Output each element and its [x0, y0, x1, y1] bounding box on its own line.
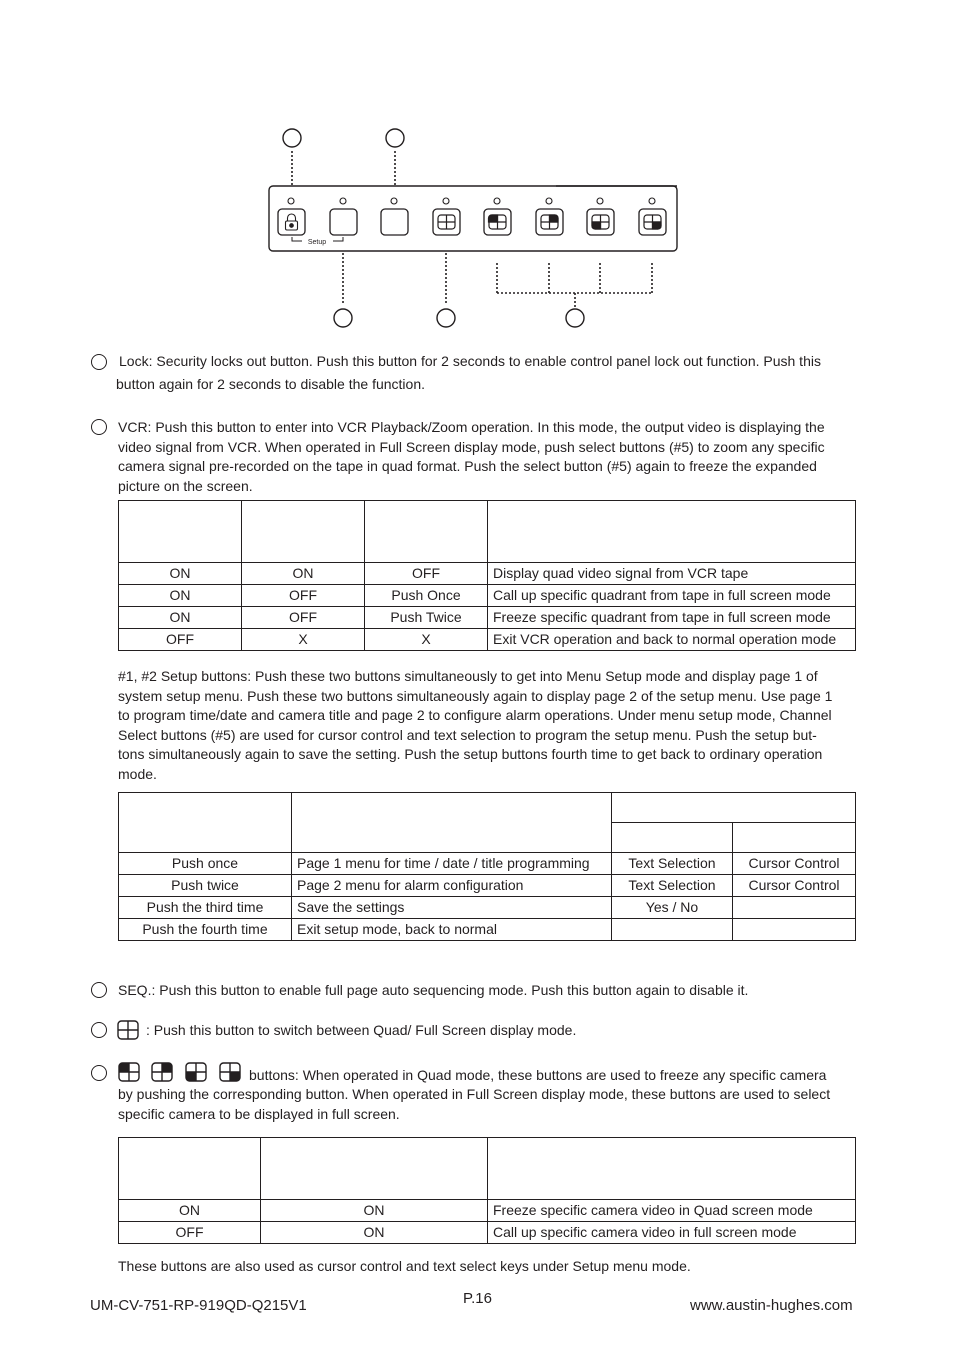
setup-line: to program time/date and camera title and page 2 to configure alarm operations. Under menu setup mode, Channel [118, 707, 832, 723]
table-row [119, 875, 856, 897]
quad-cam2-icon [151, 1062, 173, 1082]
setup-line: mode. [118, 765, 157, 782]
setup-line: tons simultaneously again to save the setting. Push the setup buttons fourth time to get back to ordinary operation [118, 746, 823, 762]
table-cell: Freeze specific camera video in Quad screen mode [488, 1200, 856, 1222]
setup-line: #1, #2 Setup buttons: Push these two buttons simultaneously to get into Menu Setup mode and display page 1 of [118, 668, 818, 684]
quad-cam3-icon [185, 1062, 207, 1082]
table-cell: OFF [365, 563, 488, 585]
table-cell: Exit VCR operation and back to normal operation mode [488, 629, 856, 651]
vcr-description [118, 418, 825, 496]
quad-description: : Push this button to switch between Quad/ Full Screen display mode. [146, 1022, 577, 1038]
vcr-callout-circle [91, 419, 107, 435]
lock-description-cont: button again for 2 seconds to disable the function. [116, 376, 425, 392]
vcr-line: VCR: Push this button to enter into VCR Playback/Zoom operation. In this mode, the output video is displaying the [118, 419, 825, 435]
table-cell: ON [261, 1222, 488, 1244]
table-cell: Cursor Control [733, 875, 856, 897]
callout-circle-4 [437, 309, 455, 327]
setup-line: system setup menu. Push these two buttons simultaneously again to display page 2 of the setup menu. Use page 1 [118, 687, 833, 704]
quad-icon [438, 215, 455, 229]
vcr-table [118, 500, 856, 651]
table-cell: ON [119, 585, 242, 607]
led-2 [340, 198, 346, 204]
table-row [119, 629, 856, 651]
table-cell: Push the third time [119, 897, 292, 919]
table-cell: Display quad video signal from VCR tape [488, 563, 856, 585]
table-cell: ON [261, 1200, 488, 1222]
table-cell: Text Selection [612, 875, 733, 897]
quad-callout-circle [91, 1022, 107, 1038]
callout-circle-3 [334, 309, 352, 327]
table-row [119, 919, 856, 941]
table-header-row [119, 501, 856, 563]
setup-label: Setup [307, 239, 327, 246]
table-cell: Push once [119, 853, 292, 875]
led-6 [546, 198, 552, 204]
table-cell: X [242, 629, 365, 651]
table-cell: Call up specific quadrant from tape in full screen mode [488, 585, 856, 607]
table-cell: OFF [119, 1222, 261, 1244]
table-cell: ON [242, 563, 365, 585]
table-row [119, 607, 856, 629]
led-4 [443, 198, 449, 204]
seq-callout-circle [91, 982, 107, 998]
table-cell: X [365, 629, 488, 651]
table-row [119, 897, 856, 919]
table-row [119, 853, 856, 875]
select-note: These buttons are also used as cursor control and text select keys under Setup menu mode. [118, 1258, 691, 1274]
select-callout-circle [91, 1065, 107, 1081]
quad-cam1-icon [489, 215, 507, 229]
table-cell: Page 1 menu for time / date / title programming [292, 853, 612, 875]
table-cell: Cursor Control [733, 853, 856, 875]
table-cell: Push twice [119, 875, 292, 897]
table-header-row [119, 1138, 856, 1200]
quad-cam4-icon [219, 1062, 241, 1082]
led-7 [597, 198, 603, 204]
led-3 [391, 198, 397, 204]
table-cell: ON [119, 607, 242, 629]
quad-cam4-icon [644, 215, 661, 229]
table-cell: Exit setup mode, back to normal [292, 919, 612, 941]
table-row [119, 1222, 856, 1244]
footer-doc-code: UM-CV-751-RP-919QD-Q215V1 [90, 1297, 307, 1314]
led-8 [649, 198, 655, 204]
table-cell [733, 919, 856, 941]
setup-description [118, 667, 832, 784]
vcr-line: picture on the screen. [118, 477, 253, 494]
table-cell: OFF [242, 585, 365, 607]
table-row [119, 1200, 856, 1222]
table-row [119, 563, 856, 585]
table-cell: Text Selection [612, 853, 733, 875]
setup-line: Select buttons (#5) are used for cursor control and text selection to program the setup menu. Push the setup but- [118, 726, 817, 743]
table-cell: ON [119, 563, 242, 585]
table-cell: OFF [242, 607, 365, 629]
quad-cam1-icon [118, 1062, 140, 1082]
vcr-line: camera signal pre-recorded on the tape in quad format. Push the select button (#5) again to freeze the expanded [118, 458, 817, 474]
table-cell: Push the fourth time [119, 919, 292, 941]
led-1 [288, 198, 294, 204]
control-panel-diagram [260, 120, 690, 335]
table-cell: Push Twice [365, 607, 488, 629]
select-table [118, 1137, 856, 1244]
table-cell: Push Once [365, 585, 488, 607]
callout-circle-5 [566, 309, 584, 327]
select-description-cont [118, 1085, 830, 1124]
setup-table [118, 792, 856, 941]
table-cell: Yes / No [612, 897, 733, 919]
select-line: specific camera to be displayed in full screen. [118, 1105, 400, 1122]
table-cell: ON [119, 1200, 261, 1222]
quad-cam2-icon [541, 215, 558, 229]
footer-website: www.austin-hughes.com [690, 1297, 853, 1314]
table-cell: Page 2 menu for alarm configuration [292, 875, 612, 897]
lock-description: Lock: Security locks out button. Push this button for 2 seconds to enable control panel lock out function. Push this [119, 353, 821, 369]
select-description: buttons: When operated in Quad mode, these buttons are used to freeze any specific camera [249, 1067, 827, 1083]
lock-callout-circle [91, 354, 107, 370]
table-cell: OFF [119, 629, 242, 651]
seq-description: SEQ.: Push this button to enable full page auto sequencing mode. Push this button again to disable it. [118, 982, 749, 998]
table-cell: Freeze specific quadrant from tape in full screen mode [488, 607, 856, 629]
callout-circle-2 [386, 129, 404, 147]
select-line: by pushing the corresponding button. When operated in Full Screen display mode, these buttons are used to select [118, 1086, 831, 1102]
quad-cam3-icon [592, 215, 609, 229]
vcr-line: video signal from VCR. When operated in Full Screen display mode, push select buttons (#5) to zoom any specific [118, 438, 825, 455]
quad-icon [117, 1020, 139, 1040]
table-cell: Call up specific camera video in full screen mode [488, 1222, 856, 1244]
table-cell [733, 897, 856, 919]
table-header-row [119, 793, 856, 823]
led-5 [494, 198, 500, 204]
vcr-button [330, 209, 357, 235]
footer-page-number: P.16 [463, 1290, 492, 1307]
table-cell: Save the settings [292, 897, 612, 919]
callout-circle-1 [283, 129, 301, 147]
table-row [119, 585, 856, 607]
seq-button [381, 209, 408, 235]
table-cell [612, 919, 733, 941]
